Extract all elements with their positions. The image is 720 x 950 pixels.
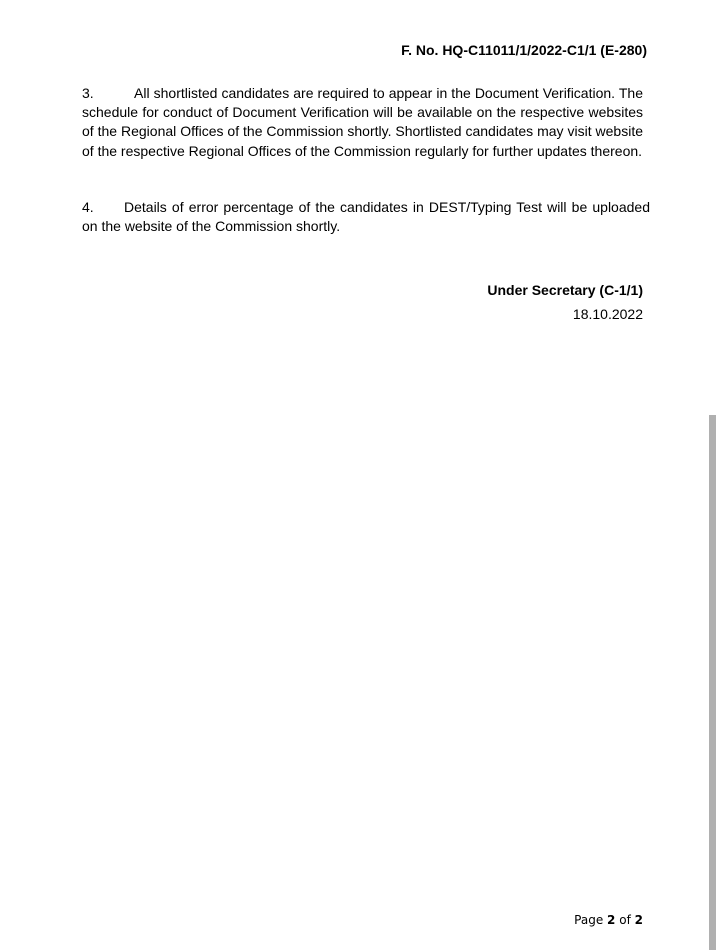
page-number <box>574 913 643 927</box>
paragraph-4 <box>82 198 650 236</box>
paragraph-3 <box>82 84 643 161</box>
signatory-designation: Under Secretary (C-1/1) <box>487 282 643 298</box>
current-page: 2 <box>607 913 616 927</box>
paragraph-text: Details of error percentage of the candidates in DEST/Typing Test will be uploaded on the website of the Commission shortly. <box>82 199 650 235</box>
vertical-scrollbar[interactable] <box>709 415 716 950</box>
total-pages: 2 <box>634 913 643 927</box>
page-label: Page <box>574 913 604 927</box>
paragraph-number: 3. <box>82 85 94 101</box>
of-label: of <box>619 913 631 927</box>
file-number: F. No. HQ-C11011/1/2022-C1/1 (E-280) <box>401 42 647 58</box>
paragraph-number: 4. <box>82 199 94 215</box>
signatory-date: 18.10.2022 <box>572 306 643 322</box>
paragraph-text: All shortlisted candidates are required to appear in the Document Verification. The schedule for conduct of Document Verification will be available on the respective websites of the Regional Offices of the Commission shortly. Shortlisted candidates may visit website of the respective Regional Offices of the Commission regularly for further updates thereon. <box>82 85 643 159</box>
